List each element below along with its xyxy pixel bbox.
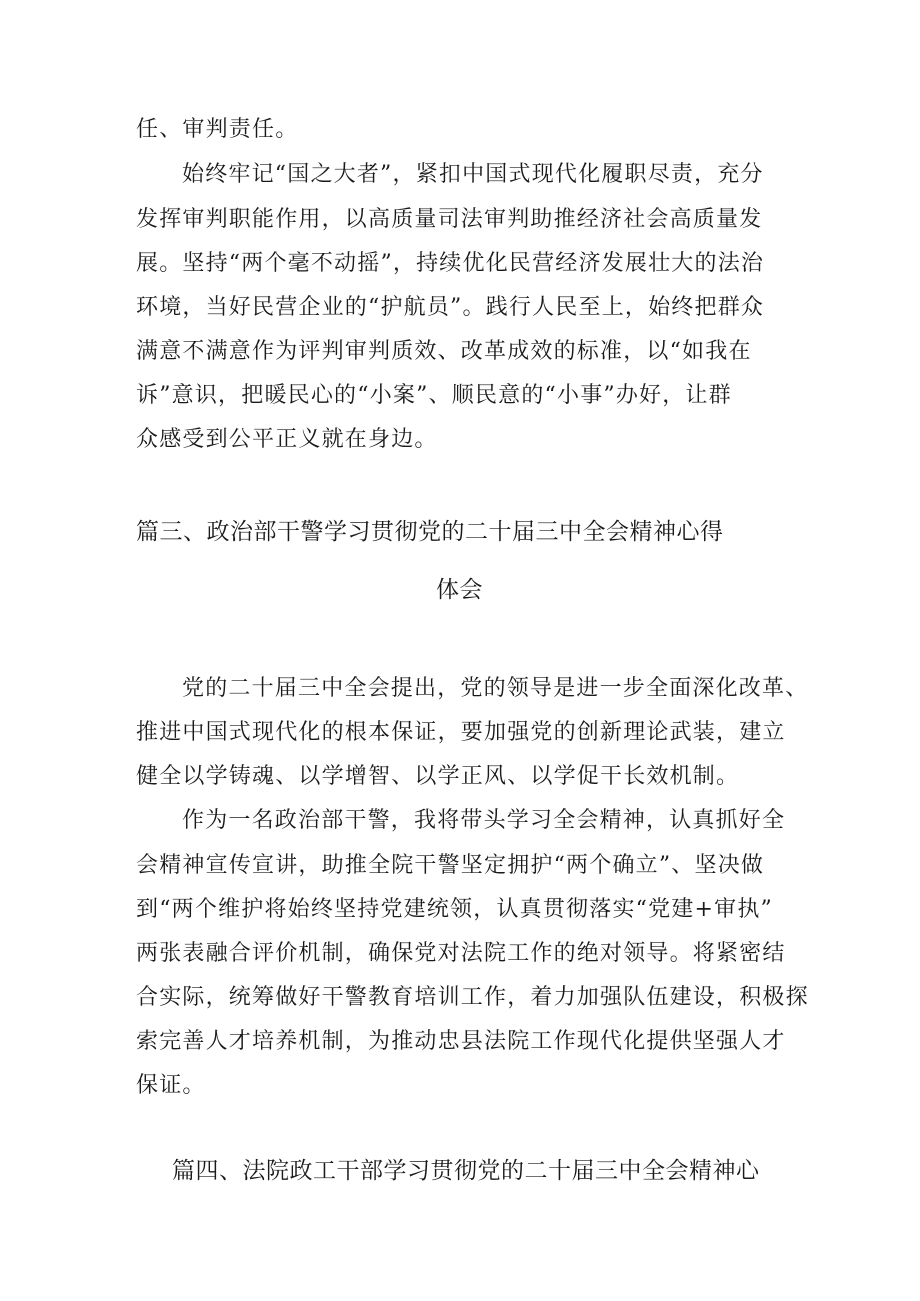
text-line: 合实际，统筹做好干警教育培训工作，着力加强队伍建设，积极探 <box>136 985 809 1010</box>
text-line: 健全以学铸魂、以学增智、以学正风、以学促干长效机制。 <box>136 764 740 789</box>
heading-line: 篇四、法院政工干部学习贯彻党的二十届三中全会精神心 <box>172 1158 760 1184</box>
text-line: 诉”意识，把暖民心的“小案”、顺民意的“小事”办好，让群 <box>136 383 732 408</box>
text-line: 始终牢记“国之大者”，紧扣中国式现代化履职尽责，充分 <box>182 162 764 187</box>
text-line: 发挥审判职能作用，以高质量司法审判助推经济社会高质量发 <box>136 207 763 232</box>
text-line: 任、审判责任。 <box>136 117 299 142</box>
heading-line: 体会 <box>436 577 483 603</box>
text-line: 索完善人才培养机制，为推动忠县法院工作现代化提供坚强人才 <box>136 1029 786 1054</box>
text-line: 保证。 <box>136 1073 206 1098</box>
text-line: 满意不满意作为评判审判质效、改革成效的标准，以“如我在 <box>136 339 752 364</box>
text-line: 两张表融合评价机制，确保党对法院工作的绝对领导。将紧密结 <box>136 941 786 966</box>
heading-line: 篇三、政治部干警学习贯彻党的二十届三中全会精神心得 <box>136 519 724 545</box>
text-line: 党的二十届三中全会提出，党的领导是进一步全面深化改革、 <box>182 676 809 701</box>
text-line: 推进中国式现代化的根本保证，要加强党的创新理论武装，建立 <box>136 720 786 745</box>
text-line: 众感受到公平正义就在身边。 <box>136 427 438 452</box>
text-line: 环境，当好民营企业的“护航员”。践行人民至上，始终把群众 <box>136 295 765 320</box>
text-line: 到“两个维护将始终坚持党建统领，认真贯彻落实“党建+审执” <box>136 897 773 922</box>
text-line: 作为一名政治部干警，我将带头学习全会精神，认真抓好全 <box>182 808 786 833</box>
text-line: 会精神宣传宣讲，助推全院干警坚定拥护“两个确立”、坚决做 <box>136 853 765 878</box>
text-line: 展。坚持“两个毫不动摇”，持续优化民营经济发展壮大的法治 <box>136 251 765 276</box>
